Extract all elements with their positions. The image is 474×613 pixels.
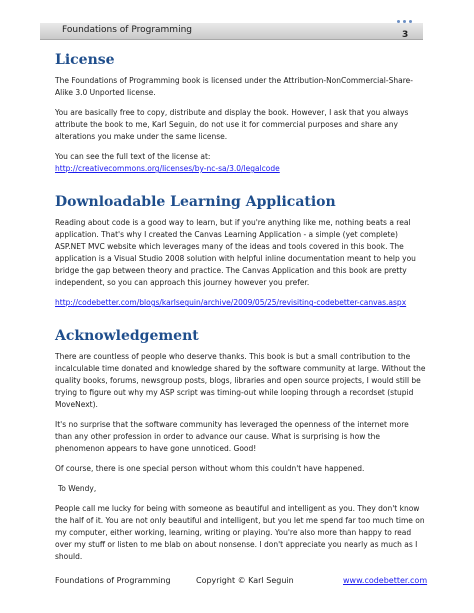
footer-website-link[interactable]: www.codebetter.com — [343, 576, 428, 585]
dots-decoration — [397, 20, 417, 28]
download-paragraph-1: Reading about code is a good way to learn, but if you're anything like me, nothing beats a real application. That's why I created the Canvas Learning Application - a simple (yet complete) ASP.NET MVC website which leverages many of the ideas and tools covered in this book. The application is a Visual Studio 2008 solution with helpful inline documentation meant to help you bridge the gap between theory and practice. The Canvas Application and this book are pretty independent, so you can approach this journey however you prefer. — [55, 218, 416, 287]
license-heading: License — [55, 52, 115, 68]
license-paragraph-2: You are basically free to copy, distribute and display the book. However, I ask that you always attribute the book to me, Karl Seguin, do not use it for commercial purposes and share any alterations you make under the same license. — [55, 108, 409, 141]
download-link[interactable]: http://codebetter.com/blogs/karlseguin/archive/2009/05/25/revisiting-codebetter-canvas.aspx — [55, 298, 407, 307]
footer-left: Foundations of Programming — [55, 576, 171, 585]
page-number: 3 — [402, 30, 409, 40]
license-paragraph-3: You can see the full text of the license at: — [55, 152, 211, 161]
ack-paragraph-5: People call me lucky for being with someone as beautiful and intelligent as you. They don't know the half of it. You are not only beautiful and intelligent, but you let me spend far too much time on my computer, either working, learning, writing or playing. You're also more than happy to read over my stuff or listen to me blab on about nonsense. I don't appreciate you nearly as much as I should. — [55, 504, 425, 561]
footer-copyright: Copyright © Karl Seguin — [196, 576, 294, 585]
ack-paragraph-3: Of course, there is one special person without whom this couldn't have happened. — [55, 464, 365, 473]
header-title: Foundations of Programming — [62, 25, 192, 35]
ack-paragraph-2: It's no surprise that the software community has leveraged the openness of the internet more than any other profession in order to advance our cause. What is surprising is how the phenomenon appears to have gone unnoticed. Good! — [55, 420, 409, 453]
ack-paragraph-1: There are countless of people who deserve thanks. This book is but a small contribution to the incalculable time donated and knowledge shared by the software community at large. Without the quality books, forums, newsgroup posts, blogs, libraries and open source projects, I would still be trying to figure out why my ASP script was timing-out while looping through a recordset (stupid MoveNext). — [55, 352, 426, 409]
license-link[interactable]: http://creativecommons.org/licenses/by-nc-sa/3.0/legalcode — [55, 164, 280, 173]
license-paragraph-1: The Foundations of Programming book is licensed under the Attribution-NonCommercial-Share-Alike 3.0 Unported license. — [55, 76, 413, 97]
acknowledgement-heading: Acknowledgement — [55, 328, 199, 344]
footer — [0, 576, 474, 588]
download-heading: Downloadable Learning Application — [55, 194, 336, 210]
ack-paragraph-4: To Wendy, — [58, 484, 97, 493]
header-bar — [40, 23, 423, 40]
page-content — [55, 51, 427, 571]
